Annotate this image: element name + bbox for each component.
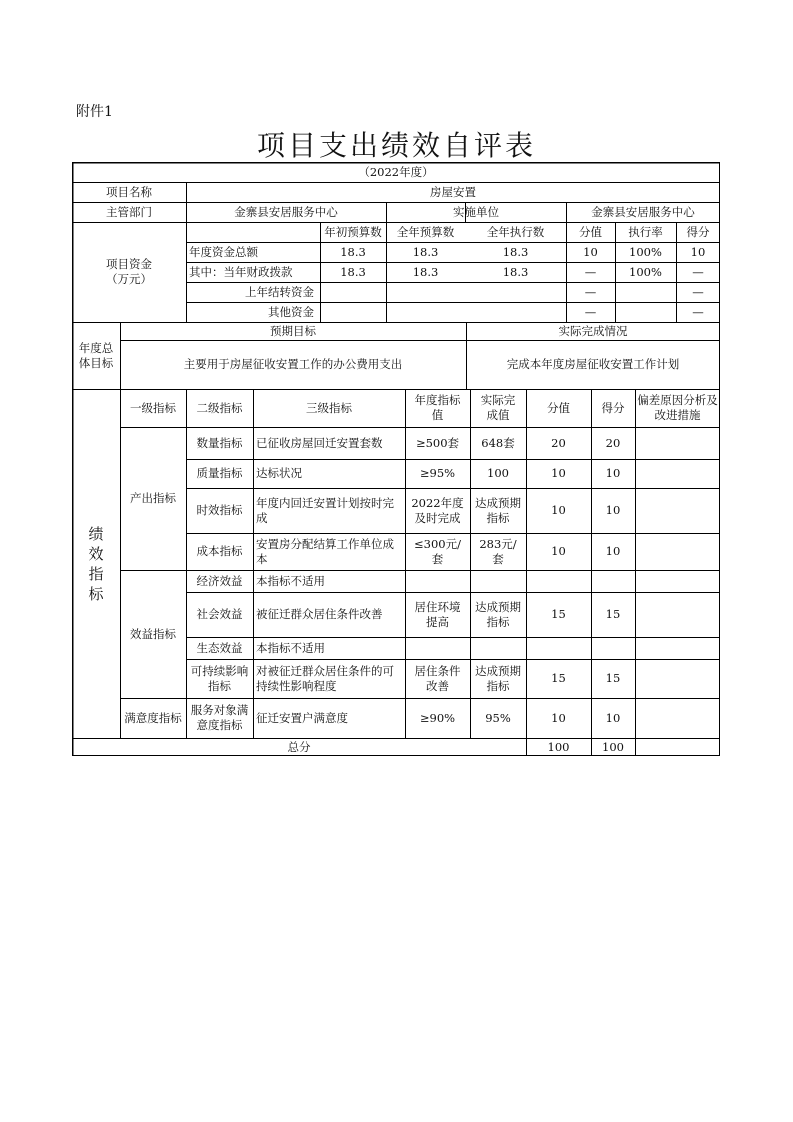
level3-cell: 征迁安置户满意度 xyxy=(256,710,348,725)
actual-cell xyxy=(470,570,526,592)
funds-cell: 100% xyxy=(629,264,662,279)
target-cell: 居住环境提高 xyxy=(414,599,461,629)
dept-value: 金寨县安居服务中心 xyxy=(234,204,338,219)
level2-cell: 生态效益 xyxy=(196,640,243,655)
target-cell: 居住条件改善 xyxy=(414,663,461,693)
funds-cell xyxy=(320,282,386,302)
funds-cell xyxy=(615,282,676,302)
ind-header-6: 分值 xyxy=(547,400,570,415)
ind-header-4: 年度指标值 xyxy=(414,393,461,422)
funds-cell xyxy=(320,302,386,322)
got-cell: 15 xyxy=(605,607,621,621)
side-char-3: 指 xyxy=(88,564,104,583)
level2-cell: 质量指标 xyxy=(196,466,243,480)
score-cell: 10 xyxy=(551,544,566,558)
funds-cell: — xyxy=(692,264,704,279)
total-score: 100 xyxy=(547,739,570,754)
goal-label: 年度总体目标 xyxy=(78,340,114,370)
level2-cell: 成本指标 xyxy=(196,544,243,558)
funds-cell: 18.3 xyxy=(502,244,529,259)
got-cell: 20 xyxy=(605,435,621,450)
funds-cell: 18.3 xyxy=(412,264,439,279)
score-cell: 10 xyxy=(551,710,566,725)
funds-cell xyxy=(465,282,566,302)
level2-cell: 时效指标 xyxy=(196,503,243,517)
dept-label: 主管部门 xyxy=(106,204,152,219)
actual-cell: 达成预期指标 xyxy=(475,495,521,525)
ind-header-1: 一级指标 xyxy=(130,400,176,415)
funds-row-label: 其他资金 xyxy=(268,304,314,319)
funds-cell xyxy=(386,302,465,322)
level3-cell: 年度内回迁安置计划按时完成 xyxy=(256,495,394,525)
funds-cell: 100% xyxy=(629,244,662,259)
ind-header-7: 得分 xyxy=(601,400,625,415)
funds-row-label: 其中：当年财政拨款 xyxy=(189,264,293,279)
side-char-4: 标 xyxy=(88,584,104,603)
target-cell xyxy=(405,637,470,659)
funds-cell xyxy=(615,302,676,322)
ind-header-5: 实际完成值 xyxy=(480,393,516,422)
actual-cell: 283元/套 xyxy=(479,536,517,566)
target-cell xyxy=(405,570,470,592)
score-cell xyxy=(526,637,591,659)
score-cell: 15 xyxy=(551,671,566,685)
level3-cell: 安置房分配结算工作单位成本 xyxy=(256,536,394,566)
funds-header-2: 全年预算数 xyxy=(396,224,455,239)
actual-cell: 95% xyxy=(485,710,511,725)
expected-goal: 主要用于房屋征收安置工作的办公费用支出 xyxy=(183,357,403,371)
funds-cell: — xyxy=(692,304,704,319)
funds-cell: — xyxy=(692,284,704,299)
actual-cell: 100 xyxy=(487,466,509,480)
level2-cell: 数量指标 xyxy=(196,435,243,450)
funds-cell: 18.3 xyxy=(412,244,439,259)
expected-header: 预期目标 xyxy=(270,323,316,338)
got-cell: 10 xyxy=(605,466,621,480)
funds-cell xyxy=(386,282,465,302)
funds-header-5: 执行率 xyxy=(628,224,663,239)
project-name-value: 房屋安置 xyxy=(430,184,476,199)
score-cell xyxy=(526,570,591,592)
performance-table xyxy=(72,162,720,756)
ind-header-8: 偏差原因分析及改进措施 xyxy=(637,393,718,422)
level3-cell: 对被征迁群众居住条件的可持续性影响程度 xyxy=(256,663,394,693)
level3-cell: 被征迁群众居住条件改善 xyxy=(256,607,383,621)
funds-cell: — xyxy=(584,284,597,299)
funds-cell: — xyxy=(584,304,597,319)
funds-header-1: 年初预算数 xyxy=(324,224,382,239)
got-cell: 10 xyxy=(605,544,621,558)
actual-header: 实际完成情况 xyxy=(558,323,628,338)
ind-header-2: 二级指标 xyxy=(196,400,243,415)
level2-cell: 服务对象满意度指标 xyxy=(190,703,249,732)
funds-header-4: 分值 xyxy=(579,224,602,239)
level3-cell: 达标状况 xyxy=(256,466,302,480)
target-cell: ≥95% xyxy=(419,466,456,480)
indicators-side-label xyxy=(72,389,120,738)
level3-cell: 本指标不适用 xyxy=(256,640,325,655)
funds-cell xyxy=(465,302,566,322)
funds-cell: 18.3 xyxy=(502,264,529,279)
funds-header-3: 全年执行数 xyxy=(486,224,545,239)
score-cell: 10 xyxy=(551,503,566,517)
got-cell: 10 xyxy=(605,503,621,517)
year-header: （2022年度） xyxy=(358,164,434,179)
got-cell: 10 xyxy=(605,710,621,725)
actual-goal: 完成本年度房屋征收安置工作计划 xyxy=(506,357,680,371)
level1-satisfaction: 满意度指标 xyxy=(124,710,182,725)
target-cell: ≥90% xyxy=(419,710,456,725)
got-cell xyxy=(591,570,635,592)
funds-cell: — xyxy=(584,264,597,279)
funds-label-line2: （万元） xyxy=(106,272,152,286)
actual-cell: 达成预期指标 xyxy=(475,663,521,693)
level2-cell: 经济效益 xyxy=(196,573,243,588)
total-label: 总分 xyxy=(287,739,311,754)
funds-label xyxy=(72,222,186,322)
side-char-1: 绩 xyxy=(88,524,104,543)
page-title: 项目支出绩效自评表 xyxy=(256,129,536,162)
level1-benefit: 效益指标 xyxy=(130,626,176,641)
funds-cell: 18.3 xyxy=(340,264,366,279)
target-cell: 2022年度及时完成 xyxy=(411,495,464,525)
ind-header-3: 三级指标 xyxy=(306,400,352,415)
funds-row-label: 年度资金总额 xyxy=(189,244,258,259)
score-cell: 10 xyxy=(551,466,566,480)
funds-header-6: 得分 xyxy=(686,224,710,239)
got-cell xyxy=(591,637,635,659)
project-name-label: 项目名称 xyxy=(106,184,152,199)
level1-output: 产出指标 xyxy=(130,491,176,505)
target-cell: ≥500套 xyxy=(415,435,460,450)
score-cell: 15 xyxy=(551,607,566,621)
level3-cell: 本指标不适用 xyxy=(256,573,325,588)
actual-cell: 648套 xyxy=(481,435,515,450)
score-cell: 20 xyxy=(551,435,566,450)
level2-cell: 社会效益 xyxy=(196,607,243,621)
level3-cell: 已征收房屋回迁安置套数 xyxy=(256,435,383,450)
actual-cell xyxy=(470,637,526,659)
total-got: 100 xyxy=(602,739,624,754)
got-cell: 15 xyxy=(605,671,621,685)
funds-row-label: 上年结转资金 xyxy=(245,284,314,299)
impl-label: 实施单位 xyxy=(453,204,499,219)
actual-cell: 达成预期指标 xyxy=(475,599,521,629)
funds-cell: 10 xyxy=(583,244,598,259)
funds-label-line1: 项目资金 xyxy=(106,257,152,271)
impl-value: 金寨县安居服务中心 xyxy=(591,204,695,219)
funds-cell: 18.3 xyxy=(340,244,366,259)
attachment-label: 附件1 xyxy=(76,104,113,120)
funds-cell: 10 xyxy=(690,244,706,259)
target-cell: ≤300元/套 xyxy=(414,536,461,566)
side-char-2: 效 xyxy=(88,544,104,563)
level2-cell: 可持续影响指标 xyxy=(190,663,249,693)
